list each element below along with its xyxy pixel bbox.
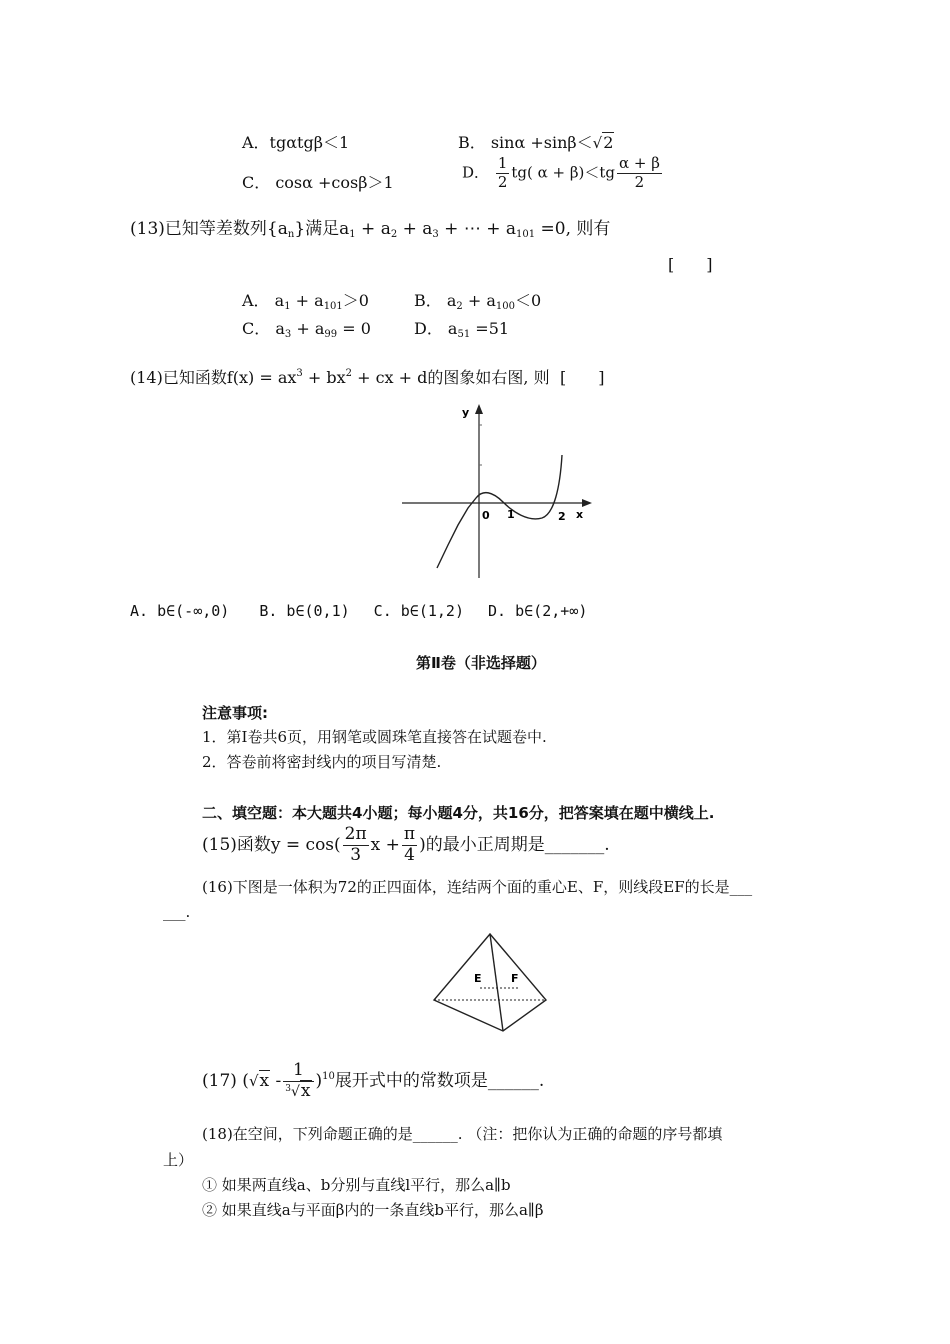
y-axis-label: y	[462, 406, 470, 419]
q12-option-d-mid: tg( α + β)＜tg	[511, 163, 615, 182]
q12-option-a: A．tgαtgβ＜1	[242, 133, 350, 152]
label-f: F	[511, 972, 519, 985]
label-e: E	[474, 972, 482, 985]
q12-option-c: C． cosα +cosβ＞1	[242, 173, 394, 192]
q16-line-1: (16)下图是一体积为72的正四面体，连结两个面的重心E、F，则线段EF的长是___	[202, 878, 753, 896]
q12-option-d-label: D．	[462, 163, 490, 182]
q14-function-graph	[400, 400, 595, 582]
q12-option-b: B． sinα +sinβ＜√2	[458, 133, 614, 152]
tick-label-1: 1	[507, 508, 515, 521]
q16-tetrahedron-figure	[430, 930, 550, 1036]
notice-item-1: 1．第Ⅰ卷共6页，用钢笔或圆珠笔直接答在试题卷中.	[202, 728, 547, 746]
tetrahedron-outline	[434, 934, 546, 1031]
q18-line-2: 上）	[163, 1151, 194, 1169]
q17-frac-1-cbrt-x: $\frac{1}{^3√x}$	[283, 1062, 313, 1101]
q18-line-1: (18)在空间，下列命题正确的是______. （注：把你认为正确的命题的序号都填	[202, 1125, 723, 1143]
y-axis-arrow-icon	[475, 404, 483, 414]
q15-frac-pi-4: $\frac{\pi}{4}$	[403, 824, 416, 865]
notice-title: 注意事项:	[202, 704, 268, 722]
q13-option-b: B． $a_2 + a_{100}<0$	[414, 291, 542, 312]
q14-answer-bracket: [ ]	[560, 368, 605, 387]
q13-option-d: D． $a_{51} =51$	[414, 319, 510, 340]
q12-option-b-radicand: 2	[603, 133, 614, 152]
x-axis-label: x	[576, 508, 584, 521]
q16-line-2: ___.	[163, 903, 191, 921]
q15-question: (15)函数y = cos( $\frac{2\pi}{3}$ x + $\frac{\pi}{4}$ )的最小正周期是_______.	[202, 824, 610, 865]
q17-question: (17) (√x - $\frac{1}{^3√x}$ )$^{10}$展开式中的常数项是______.	[202, 1060, 545, 1101]
section-2-title: 第Ⅱ卷（非选择题）	[416, 654, 546, 672]
q18-item-2: ② 如果直线a与平面β内的一条直线b平行，那么a∥β	[202, 1201, 544, 1219]
q14-stem: (14)已知函数$f(x) = ax^3 + bx^2$ + cx + d的图象如右图, 则	[130, 368, 550, 387]
tetrahedron-edge	[490, 934, 503, 1031]
q12-option-d	[462, 156, 664, 191]
notice-item-2: 2．答卷前将密封线内的项目写清楚.	[202, 753, 442, 771]
q12-option-d-frac-half: $\frac{1}{2}$	[497, 154, 508, 191]
q18-item-1: ① 如果两直线a、b分别与直线l平行，那么a∥b	[202, 1176, 511, 1194]
tick-label-2: 2	[558, 510, 566, 523]
q17-sqrt-x: x	[259, 1070, 270, 1091]
q13-stem: (13)已知等差数列$\{a_n\}$满足$a_1 + a_2 + a_3$ + ⋯ + $a_{101} =0$, 则有	[130, 219, 611, 240]
q12-option-b-text: B． sinα +sinβ＜	[458, 133, 593, 152]
q15-frac-2pi-3: $\frac{2\pi}{3}$	[344, 824, 367, 865]
x-axis-arrow-icon	[582, 499, 592, 507]
q14-options: A. b∈(-∞,0) B. b∈(0,1) C. b∈(1,2) D. b∈(2,+∞)	[130, 602, 588, 620]
cubic-curve	[437, 455, 562, 568]
part-2-heading: 二、填空题：本大题共4小题；每小题4分，共16分，把答案填在题中横线上.	[202, 804, 715, 822]
q13-option-a: A． $a_1 + a_{101}>0$	[242, 291, 369, 312]
tick-label-0: 0	[482, 509, 490, 522]
q13-option-c: C． $a_3 + a_{99} = 0$	[242, 319, 371, 340]
q12-option-d-frac-sum: $\frac{\alpha + \beta}{2}$	[619, 154, 660, 191]
q13-answer-bracket: [ ]	[668, 255, 713, 274]
